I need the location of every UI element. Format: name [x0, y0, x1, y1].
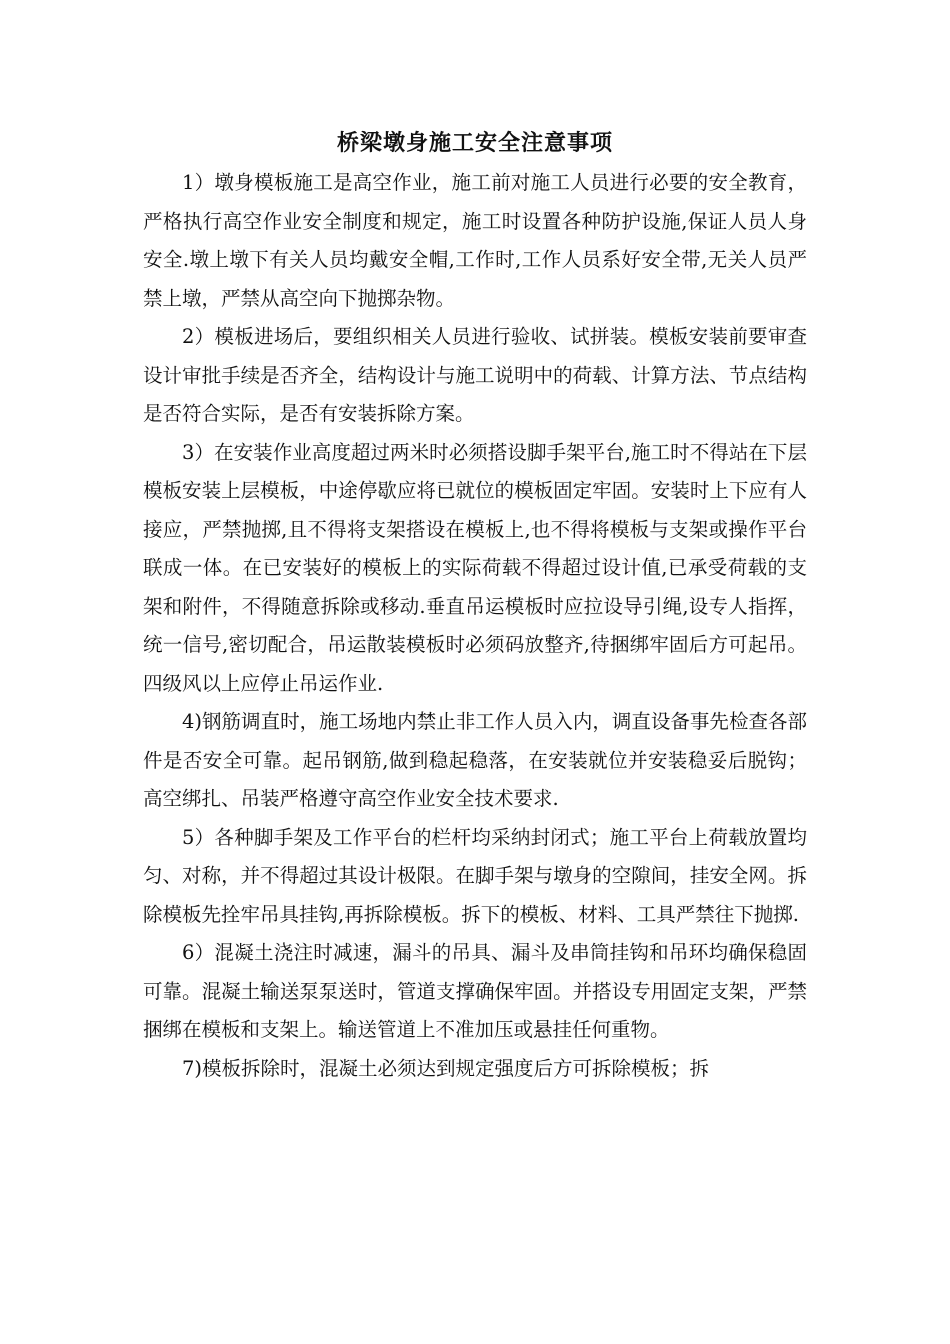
paragraph-6: 6）混凝土浇注时减速，漏斗的吊具、漏斗及串筒挂钩和吊环均确保稳固可靠。混凝土输送泵泵送时，管道支撑确保牢固。并搭设专用固定支架，严禁捆绑在模板和支架上。输送管道上不准加压或悬挂任何重物。 [143, 941, 807, 1041]
document-title: 桥梁墩身施工安全注意事项 [336, 130, 613, 156]
paragraph-4: 4)钢筋调直时，施工场地内禁止非工作人员入内，调直设备事先检查各部件是否安全可靠。起吊钢筋,做到稳起稳落，在安装就位并安装稳妥后脱钩；高空绑扎、吊装严格遵守高空作业安全技术要求. [143, 710, 807, 810]
paragraph-2: 2）模板进场后，要组织相关人员进行验收、试拼装。模板安装前要审查设计审批手续是否齐全，结构设计与施工说明中的荷载、计算方法、节点结构是否符合实际，是否有安装拆除方案。 [143, 325, 807, 425]
document-page [143, 128, 807, 1088]
paragraph-3: 3）在安装作业高度超过两米时必须搭设脚手架平台,施工时不得站在下层模板安装上层模板，中途停歇应将已就位的模板固定牢固。安装时上下应有人接应，严禁抛掷,且不得将支架搭设在模板上,也不得将模板与支架或操作平台联成一体。在已安装好的模板上的实际荷载不得超过设计值,已承受荷载的支架和附件，不得随意拆除或移动.垂直吊运模板时应拉设导引绳,设专人指挥，统一信号,密切配合，吊运散装模板时必须码放整齐,待捆绑牢固后方可起吊。四级风以上应停止吊运作业. [143, 440, 807, 695]
paragraph-5: 5）各种脚手架及工作平台的栏杆均采纳封闭式；施工平台上荷载放置均匀、对称，并不得超过其设计极限。在脚手架与墩身的空隙间，挂安全网。拆除模板先拴牢吊具挂钩,再拆除模板。拆下的模板、材料、工具严禁往下抛掷. [143, 825, 807, 926]
paragraph-7: 7)模板拆除时，混凝土必须达到规定强度后方可拆除模板；拆 [182, 1056, 710, 1080]
paragraph-1: 1）墩身模板施工是高空作业，施工前对施工人员进行必要的安全教育，严格执行高空作业安全制度和规定，施工时设置各种防护设施,保证人员人身安全.墩上墩下有关人员均戴安全帽,工作时,工作人员系好安全带,无关人员严禁上墩，严禁从高空向下抛掷杂物。 [143, 171, 807, 310]
